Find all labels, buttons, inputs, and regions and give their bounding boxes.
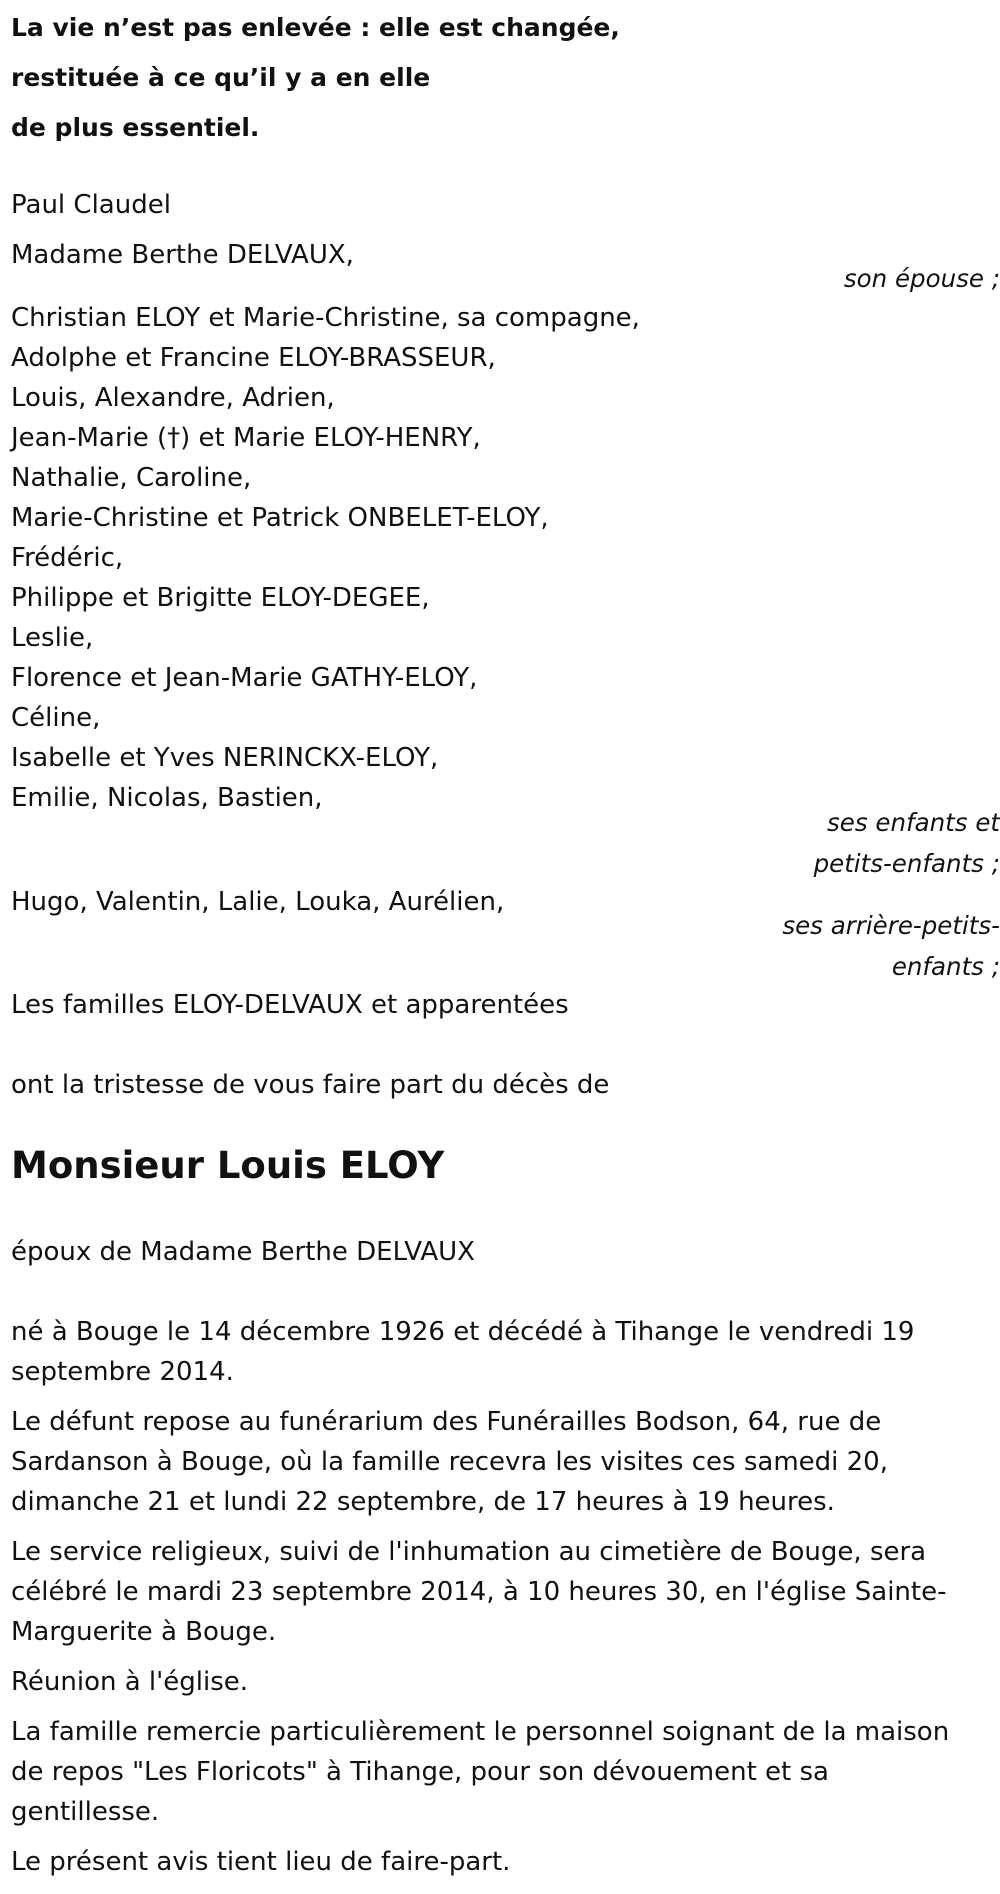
child-line: Christian ELOY et Marie-Christine, sa compagne,	[11, 303, 640, 333]
detail-reunion: Réunion à l'église.	[11, 1667, 249, 1697]
child-line: Adolphe et Francine ELOY-BRASSEUR,	[11, 343, 496, 373]
quote-line: restituée à ce qu’il y a en elle	[11, 63, 431, 92]
child-line: Philippe et Brigitte ELOY-DEGEE,	[11, 583, 430, 613]
children-relation: ses enfants et	[827, 808, 1000, 837]
child-line: Leslie,	[11, 623, 94, 653]
child-line: Emilie, Nicolas, Bastien,	[11, 783, 323, 813]
great-grandchildren-relation: enfants ;	[891, 952, 1000, 981]
child-line: Nathalie, Caroline,	[11, 463, 252, 493]
detail-visitation: Le défunt repose au funérarium des Funérailles Bodson, 64, rue de Sardanson à Bouge, où la famille recevra les visites ces samedi 20, dimanche 21 et lundi 22 septembre, de 17 heures à 19 heures.	[11, 1407, 888, 1517]
children-relation: petits-enfants ;	[813, 849, 1000, 878]
child-line: Louis, Alexandre, Adrien,	[11, 383, 335, 413]
deceased-spouse-line: époux de Madame Berthe DELVAUX	[11, 1237, 475, 1267]
child-line: Florence et Jean-Marie GATHY-ELOY,	[11, 663, 478, 693]
detail-service: Le service religieux, suivi de l'inhumation au cimetière de Bouge, sera célébré le mardi 23 septembre 2014, à 10 heures 30, en l'église Sainte-Marguerite à Bouge.	[11, 1537, 947, 1647]
deceased-name: Monsieur Louis ELOY	[11, 1144, 445, 1187]
child-line: Marie-Christine et Patrick ONBELET-ELOY,	[11, 503, 549, 533]
child-line: Frédéric,	[11, 543, 124, 573]
detail-birth-death: né à Bouge le 14 décembre 1926 et décédé à Tihange le vendredi 19 septembre 2014.	[11, 1317, 915, 1387]
detail-notice: Le présent avis tient lieu de faire-part.	[11, 1847, 511, 1877]
child-line: Isabelle et Yves NERINCKX-ELOY,	[11, 743, 439, 773]
announcement: ont la tristesse de vous faire part du décès de	[11, 1070, 610, 1100]
child-line: Céline,	[11, 703, 101, 733]
spouse-name: Madame Berthe DELVAUX,	[11, 240, 354, 270]
detail-thanks: La famille remercie particulièrement le personnel soignant de la maison de repos "Les Floricots" à Tihange, pour son dévouement et sa gentillesse.	[11, 1717, 950, 1827]
quote-author: Paul Claudel	[11, 190, 171, 220]
child-line: Jean-Marie (†) et Marie ELOY-HENRY,	[11, 423, 481, 453]
quote-line: La vie n’est pas enlevée : elle est changée,	[11, 13, 620, 42]
quote-line: de plus essentiel.	[11, 113, 260, 142]
great-grandchildren-names: Hugo, Valentin, Lalie, Louka, Aurélien,	[11, 887, 505, 917]
families-line: Les familles ELOY-DELVAUX et apparentées	[11, 990, 569, 1020]
spouse-relation: son épouse ;	[843, 264, 1000, 293]
great-grandchildren-relation: ses arrière-petits-	[782, 911, 1000, 940]
